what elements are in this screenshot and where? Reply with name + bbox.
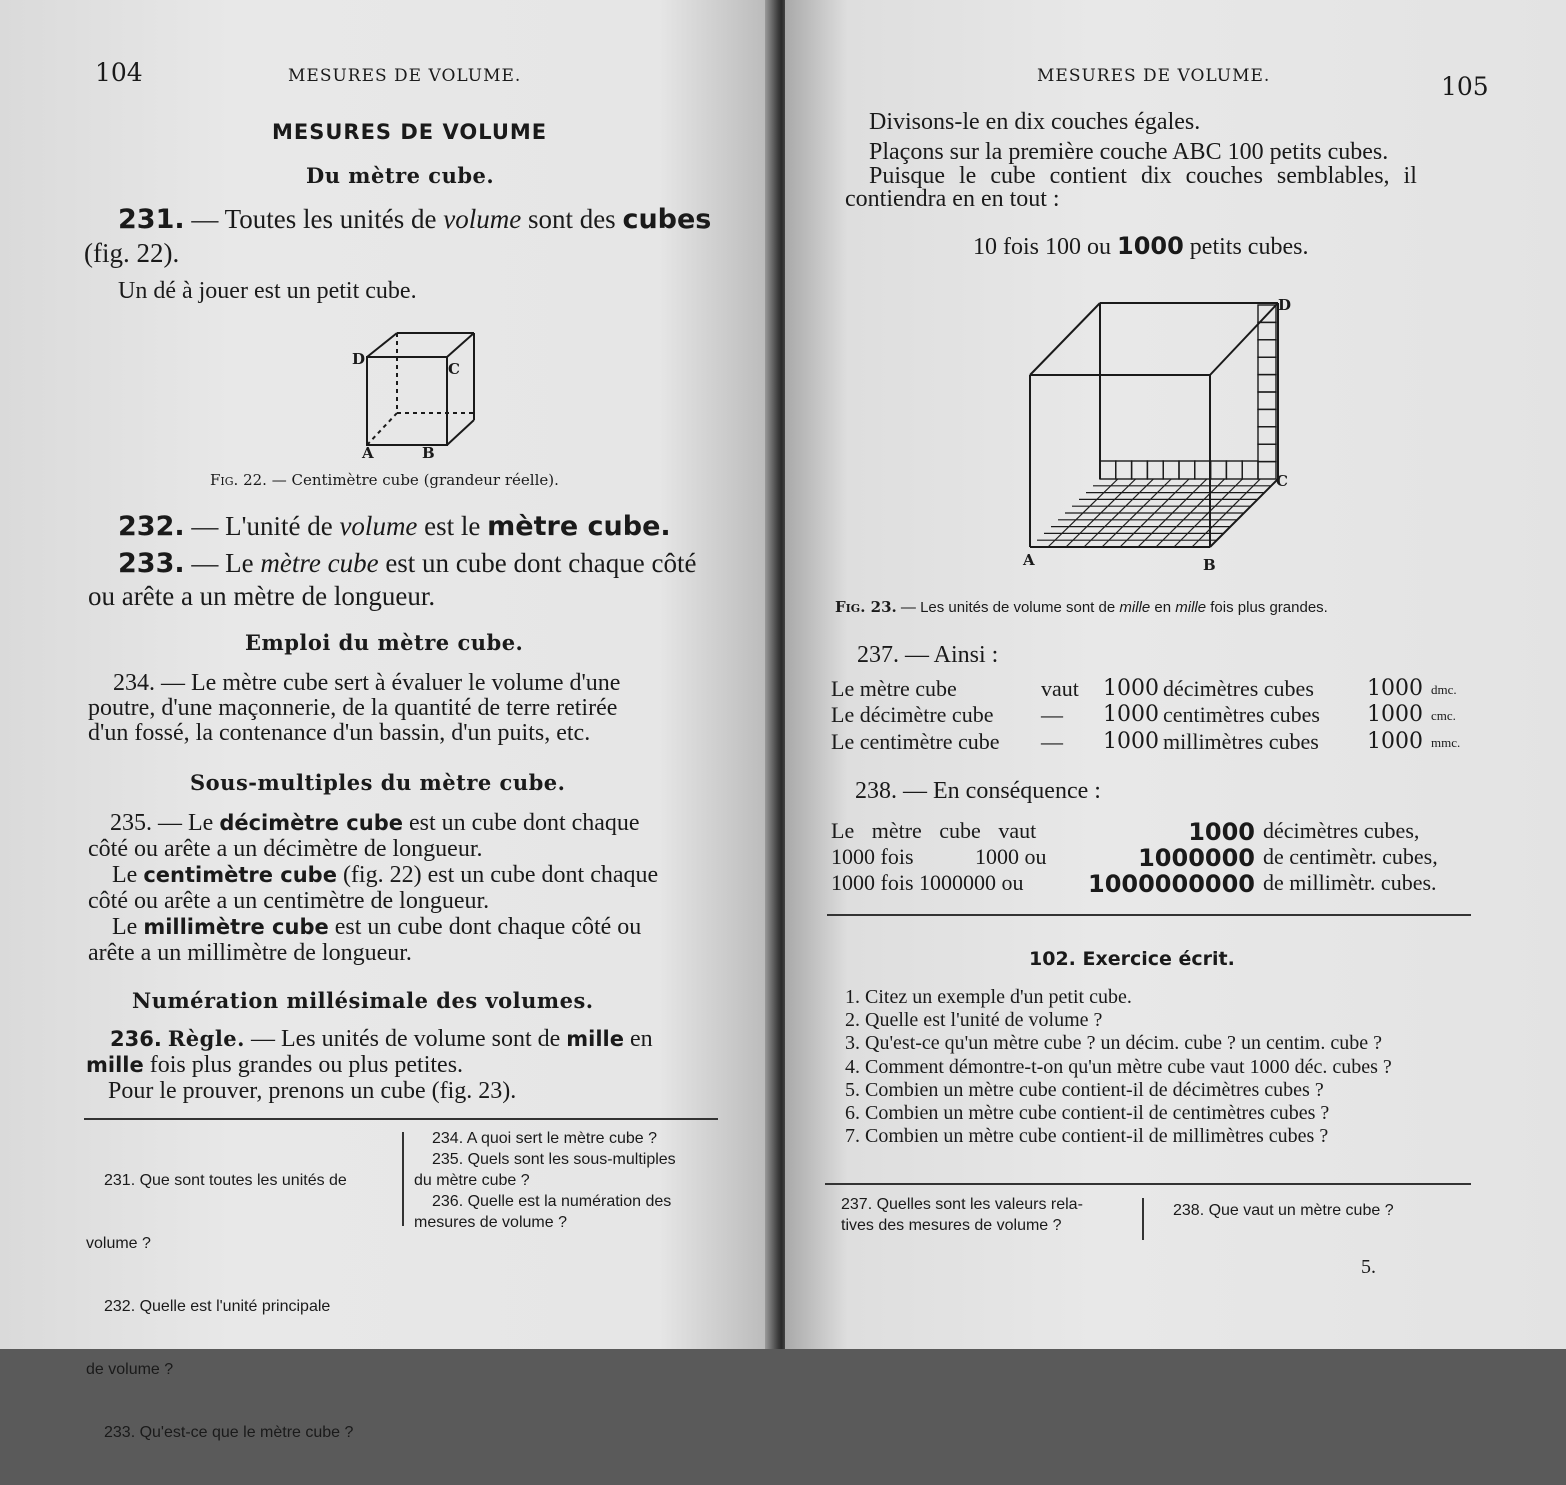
fig22-caption: Fig. 22. — Centimètre cube (grandeur réelle). xyxy=(210,471,559,489)
table-238-text: Le mètre cube vaut xyxy=(831,818,1037,843)
fig23-stack-cube xyxy=(1258,427,1276,444)
paragraph-231-line2: (fig. 22). xyxy=(84,238,180,268)
fig22-label-d: D xyxy=(352,350,366,368)
table-237-verb: — xyxy=(1041,729,1063,754)
exercise-item: 4. Comment démontre-t-on qu'un mètre cube vaut 1000 déc. cubes ? xyxy=(845,1055,1392,1078)
section-title: MESURES DE VOLUME xyxy=(272,120,548,144)
paragraph-235-line4: côté ou arête a un centimètre de longueur. xyxy=(88,888,490,914)
column-divider xyxy=(402,1132,404,1226)
fig23-label-d: D xyxy=(1278,296,1292,314)
fig23-row-cube xyxy=(1195,461,1211,479)
paragraph-235-line2: côté ou arête a un décimètre de longueur. xyxy=(88,836,483,862)
fig23-label-a: A xyxy=(1023,551,1035,569)
table-237-unit: Le décimètre cube xyxy=(831,702,994,727)
questions-column-1: 237. Quelles sont les valeurs rela- tives des mesures de volume ? xyxy=(841,1196,1083,1234)
paragraph-236-line2: mille fois plus grandes ou plus petites. xyxy=(86,1052,464,1078)
fig22-label-b: B xyxy=(422,444,435,462)
paragraph-236-line3: Pour le prouver, prenons un cube (fig. 23). xyxy=(108,1078,517,1104)
paragraph-234-line2: poutre, d'une maçonnerie, de la quantité de terre retirée xyxy=(88,695,618,721)
fig22-label-c: C xyxy=(448,360,460,378)
paragraph-233-line2: ou arête a un mètre de longueur. xyxy=(88,581,436,611)
exercise-item: 7. Combien un mètre cube contient-il de millimètres cubes ? xyxy=(845,1125,1329,1148)
table-237-qty-short: 1000 xyxy=(1367,702,1423,727)
table-237-unit-name: décimètres cubes xyxy=(1163,676,1314,701)
fig23-stack-cube xyxy=(1258,357,1276,374)
table-238-text: 1000 fois 1000000 ou xyxy=(831,870,1024,895)
table-238-unit-name: décimètres cubes, xyxy=(1263,818,1420,843)
table-237-qty-short: 1000 xyxy=(1367,676,1423,701)
right-page xyxy=(785,0,1566,1349)
running-head: MESURES DE VOLUME. xyxy=(288,66,522,86)
paragraph-234-line1: 234. — Le mètre cube sert à évaluer le volume d'une xyxy=(113,670,621,696)
table-237-unit: Le mètre cube xyxy=(831,676,957,701)
column-divider xyxy=(1142,1198,1144,1240)
exercise-item: 3. Qu'est-ce qu'un mètre cube ? un décim. cube ? un centim. cube ? xyxy=(845,1032,1382,1055)
running-head: MESURES DE VOLUME. xyxy=(1037,66,1271,86)
table-237-qty: 1000 xyxy=(1103,729,1159,754)
exercise-list xyxy=(845,986,1392,1148)
table-237-qty: 1000 xyxy=(1103,702,1159,727)
fig23-stack-cube xyxy=(1258,392,1276,409)
fig23-row-cube xyxy=(1132,461,1148,479)
table-237-abbr: dmc. xyxy=(1431,682,1457,697)
fig23-row-cube xyxy=(1163,461,1179,479)
paragraph-236-line1: 236. Règle. — Les unités de volume sont de mille en xyxy=(110,1026,653,1052)
text-line: Divisons-le en dix couches égales. xyxy=(869,109,1201,135)
fig23-row-cube xyxy=(1100,461,1116,479)
text-line: Plaçons sur la première couche ABC 100 petits cubes. xyxy=(869,139,1389,165)
footnote-divider xyxy=(84,1118,718,1120)
fig23-label-b: B xyxy=(1203,556,1216,574)
paragraph-232: 232. — L'unité de volume est le mètre cube. xyxy=(118,511,671,542)
subheading: Du mètre cube. xyxy=(306,163,495,188)
figure-23-cube-grid xyxy=(1020,295,1290,565)
fig23-stack-cube xyxy=(1258,462,1276,479)
fig23-row-cube xyxy=(1147,461,1163,479)
table-237-verb: vaut xyxy=(1041,676,1079,701)
fig23-row-cube xyxy=(1116,461,1132,479)
table-238-unit-name: de centimètr. cubes, xyxy=(1263,844,1438,869)
section-divider xyxy=(827,914,1471,916)
fig23-row-cube xyxy=(1226,461,1242,479)
table-238-unit-name: de millimètr. cubes. xyxy=(1263,870,1437,895)
subheading: Numération millésimale des volumes. xyxy=(132,988,594,1013)
table-237-qty-short: 1000 xyxy=(1367,729,1423,754)
fig23-row-cube xyxy=(1211,461,1227,479)
text-line: contiendra en en tout : xyxy=(845,186,1060,212)
signature-mark: 5. xyxy=(1361,1256,1376,1278)
paragraph-235-line5: Le millimètre cube est un cube dont chaque côté ou xyxy=(112,914,642,940)
fig23-stack-cube xyxy=(1258,375,1276,392)
text-line: Puisque le cube contient dix couches semblables, il xyxy=(869,163,1417,189)
table-237-abbr: mmc. xyxy=(1431,735,1461,750)
table-237-unit: Le centimètre cube xyxy=(831,729,1000,754)
paragraph-233: 233. — Le mètre cube est un cube dont chaque côté xyxy=(118,548,697,579)
table-237-abbr: cmc. xyxy=(1431,708,1456,723)
paragraph-234-line3: d'un fossé, la contenance d'un bassin, d'un puits, etc. xyxy=(88,720,591,746)
exercise-item: 1. Citez un exemple d'un petit cube. xyxy=(845,986,1132,1008)
exercise-item: 6. Combien un mètre cube contient-il de centimètres cubes ? xyxy=(845,1102,1330,1125)
footnote-divider xyxy=(825,1183,1471,1185)
table-238-mid: 1000 ou xyxy=(975,844,1047,869)
paragraph-235-line1: 235. — Le décimètre cube est un cube dont chaque xyxy=(110,810,640,836)
table-238-value: 1000000 xyxy=(1138,844,1255,872)
fig23-stack-cube xyxy=(1258,322,1276,339)
table-237-unit-name: centimètres cubes xyxy=(1163,702,1320,727)
fig23-row-cube xyxy=(1242,461,1258,479)
fig23-row-cube xyxy=(1179,461,1195,479)
fig23-label-c: C xyxy=(1276,472,1288,490)
table-238-value: 1000 xyxy=(1188,818,1255,846)
fig23-stack-cube xyxy=(1258,340,1276,357)
fig23-caption: Fig. 23. — Les unités de volume sont de mille en mille fois plus grandes. xyxy=(835,598,1328,616)
paragraph-231: 231. — Toutes les unités de volume sont des cubes xyxy=(118,204,712,235)
table-237-unit-name: millimètres cubes xyxy=(1163,729,1319,754)
dice-sentence: Un dé à jouer est un petit cube. xyxy=(118,278,417,304)
left-page xyxy=(0,0,775,1441)
table-237-verb: — xyxy=(1041,702,1063,727)
fig23-stack-cube xyxy=(1258,444,1276,461)
page-number: 105 xyxy=(1441,72,1489,101)
fig23-stack-cube xyxy=(1258,409,1276,426)
questions-column-2: 234. A quoi sert le mètre cube ? 235. Quels sont les sous-multiples du mètre cube ? 236. Quelle est la numération des mesures de volume ? xyxy=(414,1130,676,1231)
questions-column-1: 231. Que sont toutes les unités de volume ? 232. Quelle est l'unité principale de volume ? 233. Qu'est-ce que le mètre cube ? xyxy=(86,1172,354,1441)
subheading: Sous-multiples du mètre cube. xyxy=(190,770,566,795)
exercise-item: 2. Quelle est l'unité de volume ? xyxy=(845,1009,1103,1032)
questions-column-2: 238. Que vaut un mètre cube ? xyxy=(1173,1202,1394,1219)
subheading: Emploi du mètre cube. xyxy=(245,630,524,655)
paragraph-235-line3: Le centimètre cube (fig. 22) est un cube dont chaque xyxy=(112,862,659,888)
table-238-text: 1000 fois xyxy=(831,844,914,869)
fig22-label-a: A xyxy=(362,444,374,462)
page-number: 104 xyxy=(95,58,143,87)
paragraph-237-head: 237. — Ainsi : xyxy=(857,642,999,668)
exercise-item: 5. Combien un mètre cube contient-il de décimètres cubes ? xyxy=(845,1078,1324,1101)
center-line: 10 fois 100 ou 1000 petits cubes. xyxy=(973,232,1309,260)
paragraph-235-line6: arête a un millimètre de longueur. xyxy=(88,940,412,966)
exercise-title: 102. Exercice écrit. xyxy=(1029,948,1235,970)
table-238-value: 1000000000 xyxy=(1088,870,1255,898)
table-237-qty: 1000 xyxy=(1103,676,1159,701)
paragraph-238-head: 238. — En conséquence : xyxy=(855,778,1101,804)
